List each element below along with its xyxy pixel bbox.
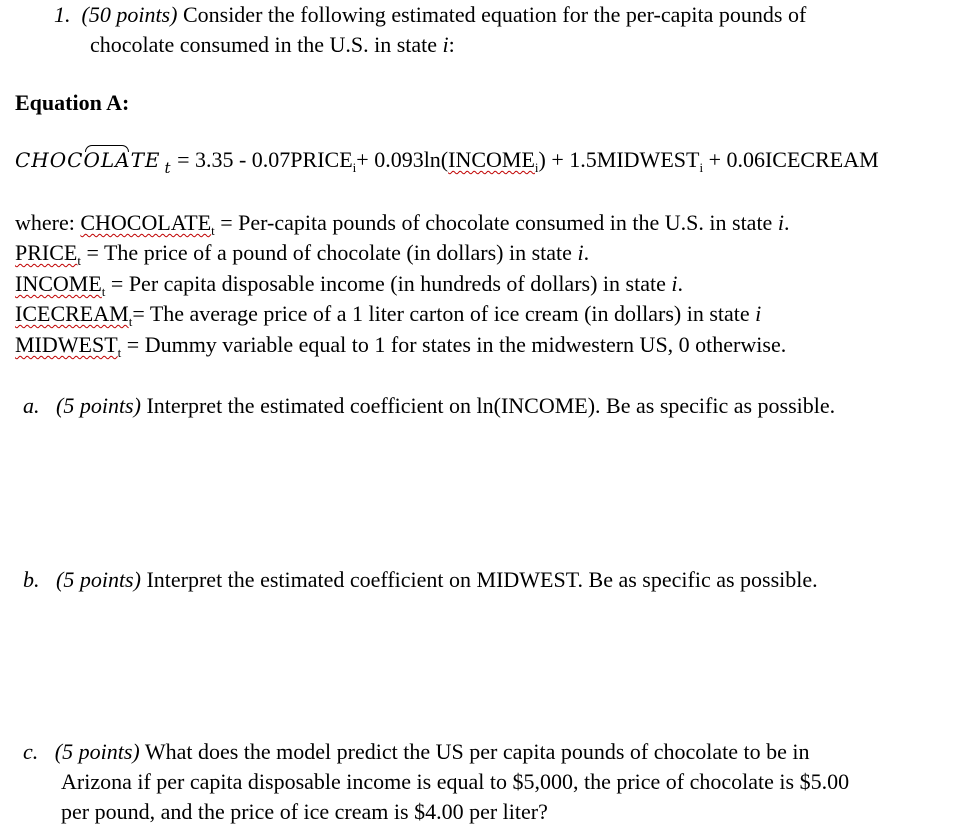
definition-italic: i (577, 240, 584, 265)
income-sub: i (534, 160, 539, 175)
definition-italic: i (671, 271, 678, 296)
definition-italic: i (755, 301, 762, 326)
equation-part-c: ) + 1.5MIDWEST (538, 147, 700, 172)
definition-italic: i (777, 210, 784, 235)
definition-text: = Dummy variable equal to 1 for states in the midwestern US, 0 otherwise. (121, 332, 787, 357)
var-name: ICECREAM (15, 301, 129, 326)
equation-income (448, 147, 539, 175)
part-c (23, 741, 810, 763)
definition-row (15, 210, 790, 238)
question-text-line-1: Consider the following estimated equation for the per-capita pounds of (182, 2, 807, 27)
part-a (23, 395, 835, 417)
equation-lhs-sub: t (164, 159, 172, 177)
state-var: i (442, 32, 449, 57)
colon: : (448, 32, 455, 57)
part-letter: b. (23, 567, 40, 592)
var-name: INCOME (15, 271, 102, 296)
part-b (23, 569, 818, 591)
part-c-line-3: per pound, and the price of ice cream is $4.00 per liter? (61, 799, 548, 824)
part-points: (5 points) (54, 739, 140, 764)
equation-lhs: CHOCOLATE (15, 148, 161, 172)
definition-prefix: where: (15, 210, 81, 235)
definition-var (15, 240, 81, 268)
part-points: (5 points) (56, 567, 141, 592)
part-c-line-2: Arizona if per capita disposable income is equal to $5,000, the price of chocolate is $5.00 (61, 769, 850, 794)
midwest-sub: i (699, 160, 704, 175)
part-text: What does the model predict the US per capita pounds of chocolate to be in (144, 739, 810, 764)
part-letter: c. (23, 739, 39, 764)
definition-end: . (783, 210, 790, 235)
definition-row (15, 332, 787, 360)
definition-end: . (583, 240, 590, 265)
question-header (54, 4, 806, 26)
definition-row (15, 240, 590, 268)
price-sub: i (352, 160, 357, 175)
equation-a (15, 147, 879, 177)
definition-var (15, 301, 133, 329)
var-name: CHOCOLATE (80, 210, 212, 235)
question-text-line-2: chocolate consumed in the U.S. in state (90, 32, 438, 57)
part-letter: a. (23, 393, 40, 418)
definition-text: = The price of a pound of chocolate (in dollars) in state (80, 240, 578, 265)
question-text-line-2-row (90, 34, 455, 56)
var-sub: t (101, 284, 106, 299)
definition-var (80, 210, 215, 238)
equation-part-d: + 0.06ICECREAM (703, 147, 879, 172)
question-number: 1. (54, 2, 71, 27)
definition-row (15, 301, 762, 329)
var-sub: t (117, 345, 122, 360)
var-name: PRICE (15, 240, 78, 265)
definition-end: . (677, 271, 683, 296)
definition-var (15, 271, 106, 299)
equation-part-b: + 0.093ln( (356, 147, 449, 172)
part-points: (5 points) (56, 393, 141, 418)
definition-row (15, 271, 683, 299)
var-sub: t (77, 253, 81, 268)
definition-text: = The average price of a 1 liter carton of ice cream (in dollars) in state (132, 301, 756, 326)
equation-heading: Equation A: (15, 90, 130, 115)
definition-var (15, 332, 122, 360)
definition-text: = Per capita disposable income (in hundreds of dollars) in state (105, 271, 672, 296)
var-name: MIDWEST (15, 332, 118, 357)
var-sub: t (211, 223, 215, 238)
income-text: INCOME (448, 147, 535, 172)
equation-part-a: = 3.35 - 0.07PRICE (177, 147, 353, 172)
part-text: Interpret the estimated coefficient on MIDWEST. Be as specific as possible. (146, 567, 818, 592)
var-sub: t (128, 314, 133, 329)
definition-text: = Per-capita pounds of chocolate consumed in the U.S. in state (214, 210, 778, 235)
part-text: Interpret the estimated coefficient on ln(INCOME). Be as specific as possible. (146, 393, 836, 418)
question-points: (50 points) (81, 2, 178, 27)
